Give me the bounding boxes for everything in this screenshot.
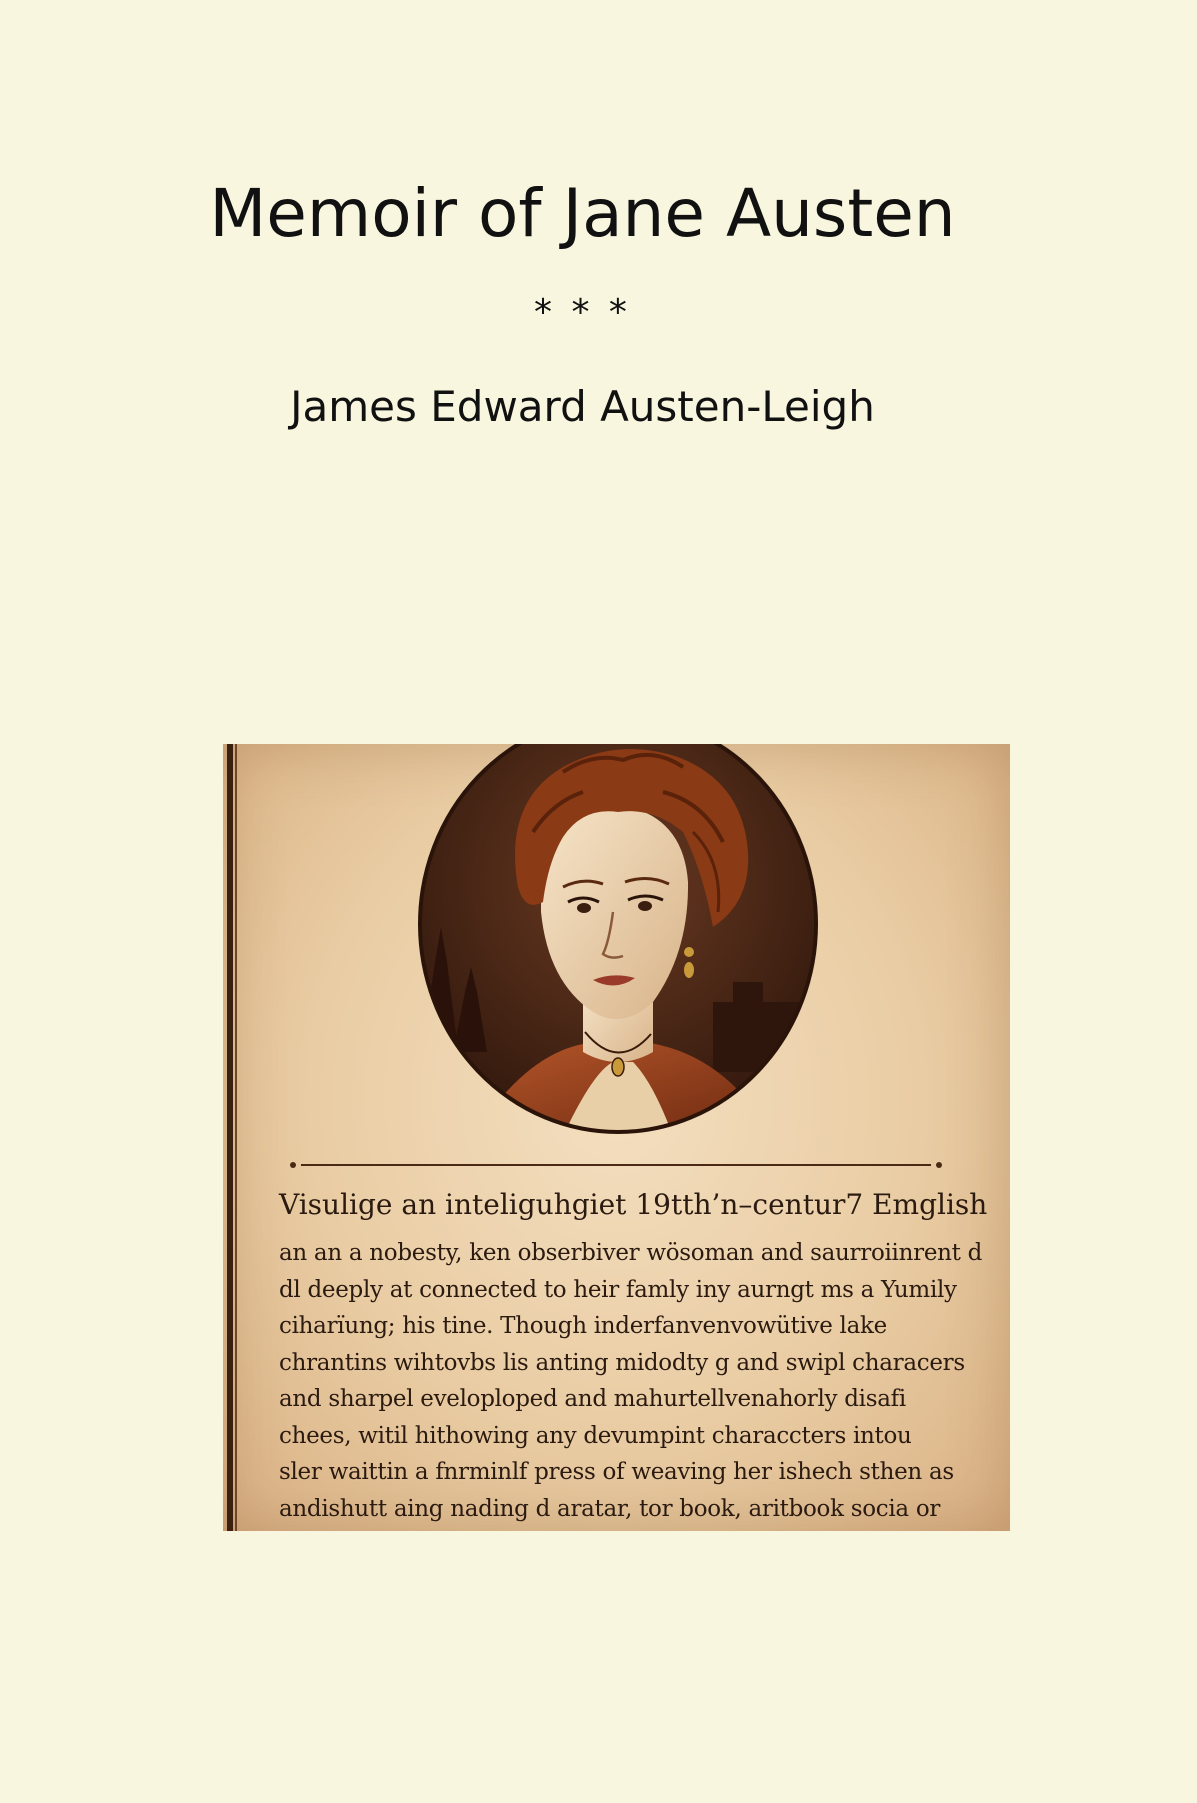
illustration-border-inner — [235, 744, 237, 1531]
portrait-medallion — [413, 744, 823, 1136]
caption-line: sler waittin a fnrminlf press of weaving her ishech sthen as — [279, 1459, 954, 1485]
caption-line: and sharpel eveloploped and mahurtellvenahorly disafi — [279, 1386, 906, 1412]
caption-line: andishutt aing nading d aratar, tor book, aritbook socia or — [279, 1495, 941, 1522]
ornamental-divider — [281, 1161, 951, 1169]
book-title: Memoir of Jane Austen — [209, 175, 956, 252]
caption-heading: Visulige an inteliguhgiet 19tth’n–centur7 Emglish — [279, 1188, 988, 1221]
caption-line: an an a nobesty, ken obserbiver wösoman and saurroiinrent d — [279, 1240, 983, 1266]
book-author: James Edward Austen-Leigh — [290, 382, 875, 431]
caption-line: chrantins wihtovbs lis anting midodty g and swipl characers — [279, 1349, 965, 1376]
illustration-border — [227, 744, 233, 1531]
caption-line: dl deeply at connected to heir famly iny aurngt ms a Yumily — [279, 1276, 957, 1303]
caption-line: ciharïung; his tine. Though inderfanvenvowütive lake — [279, 1313, 887, 1339]
illustration-caption — [279, 1188, 989, 1527]
caption-line: chees, witil hithowing any devumpint characcters intou — [279, 1422, 912, 1449]
section-separator: * * * — [534, 292, 631, 333]
cover-illustration — [223, 744, 1010, 1531]
